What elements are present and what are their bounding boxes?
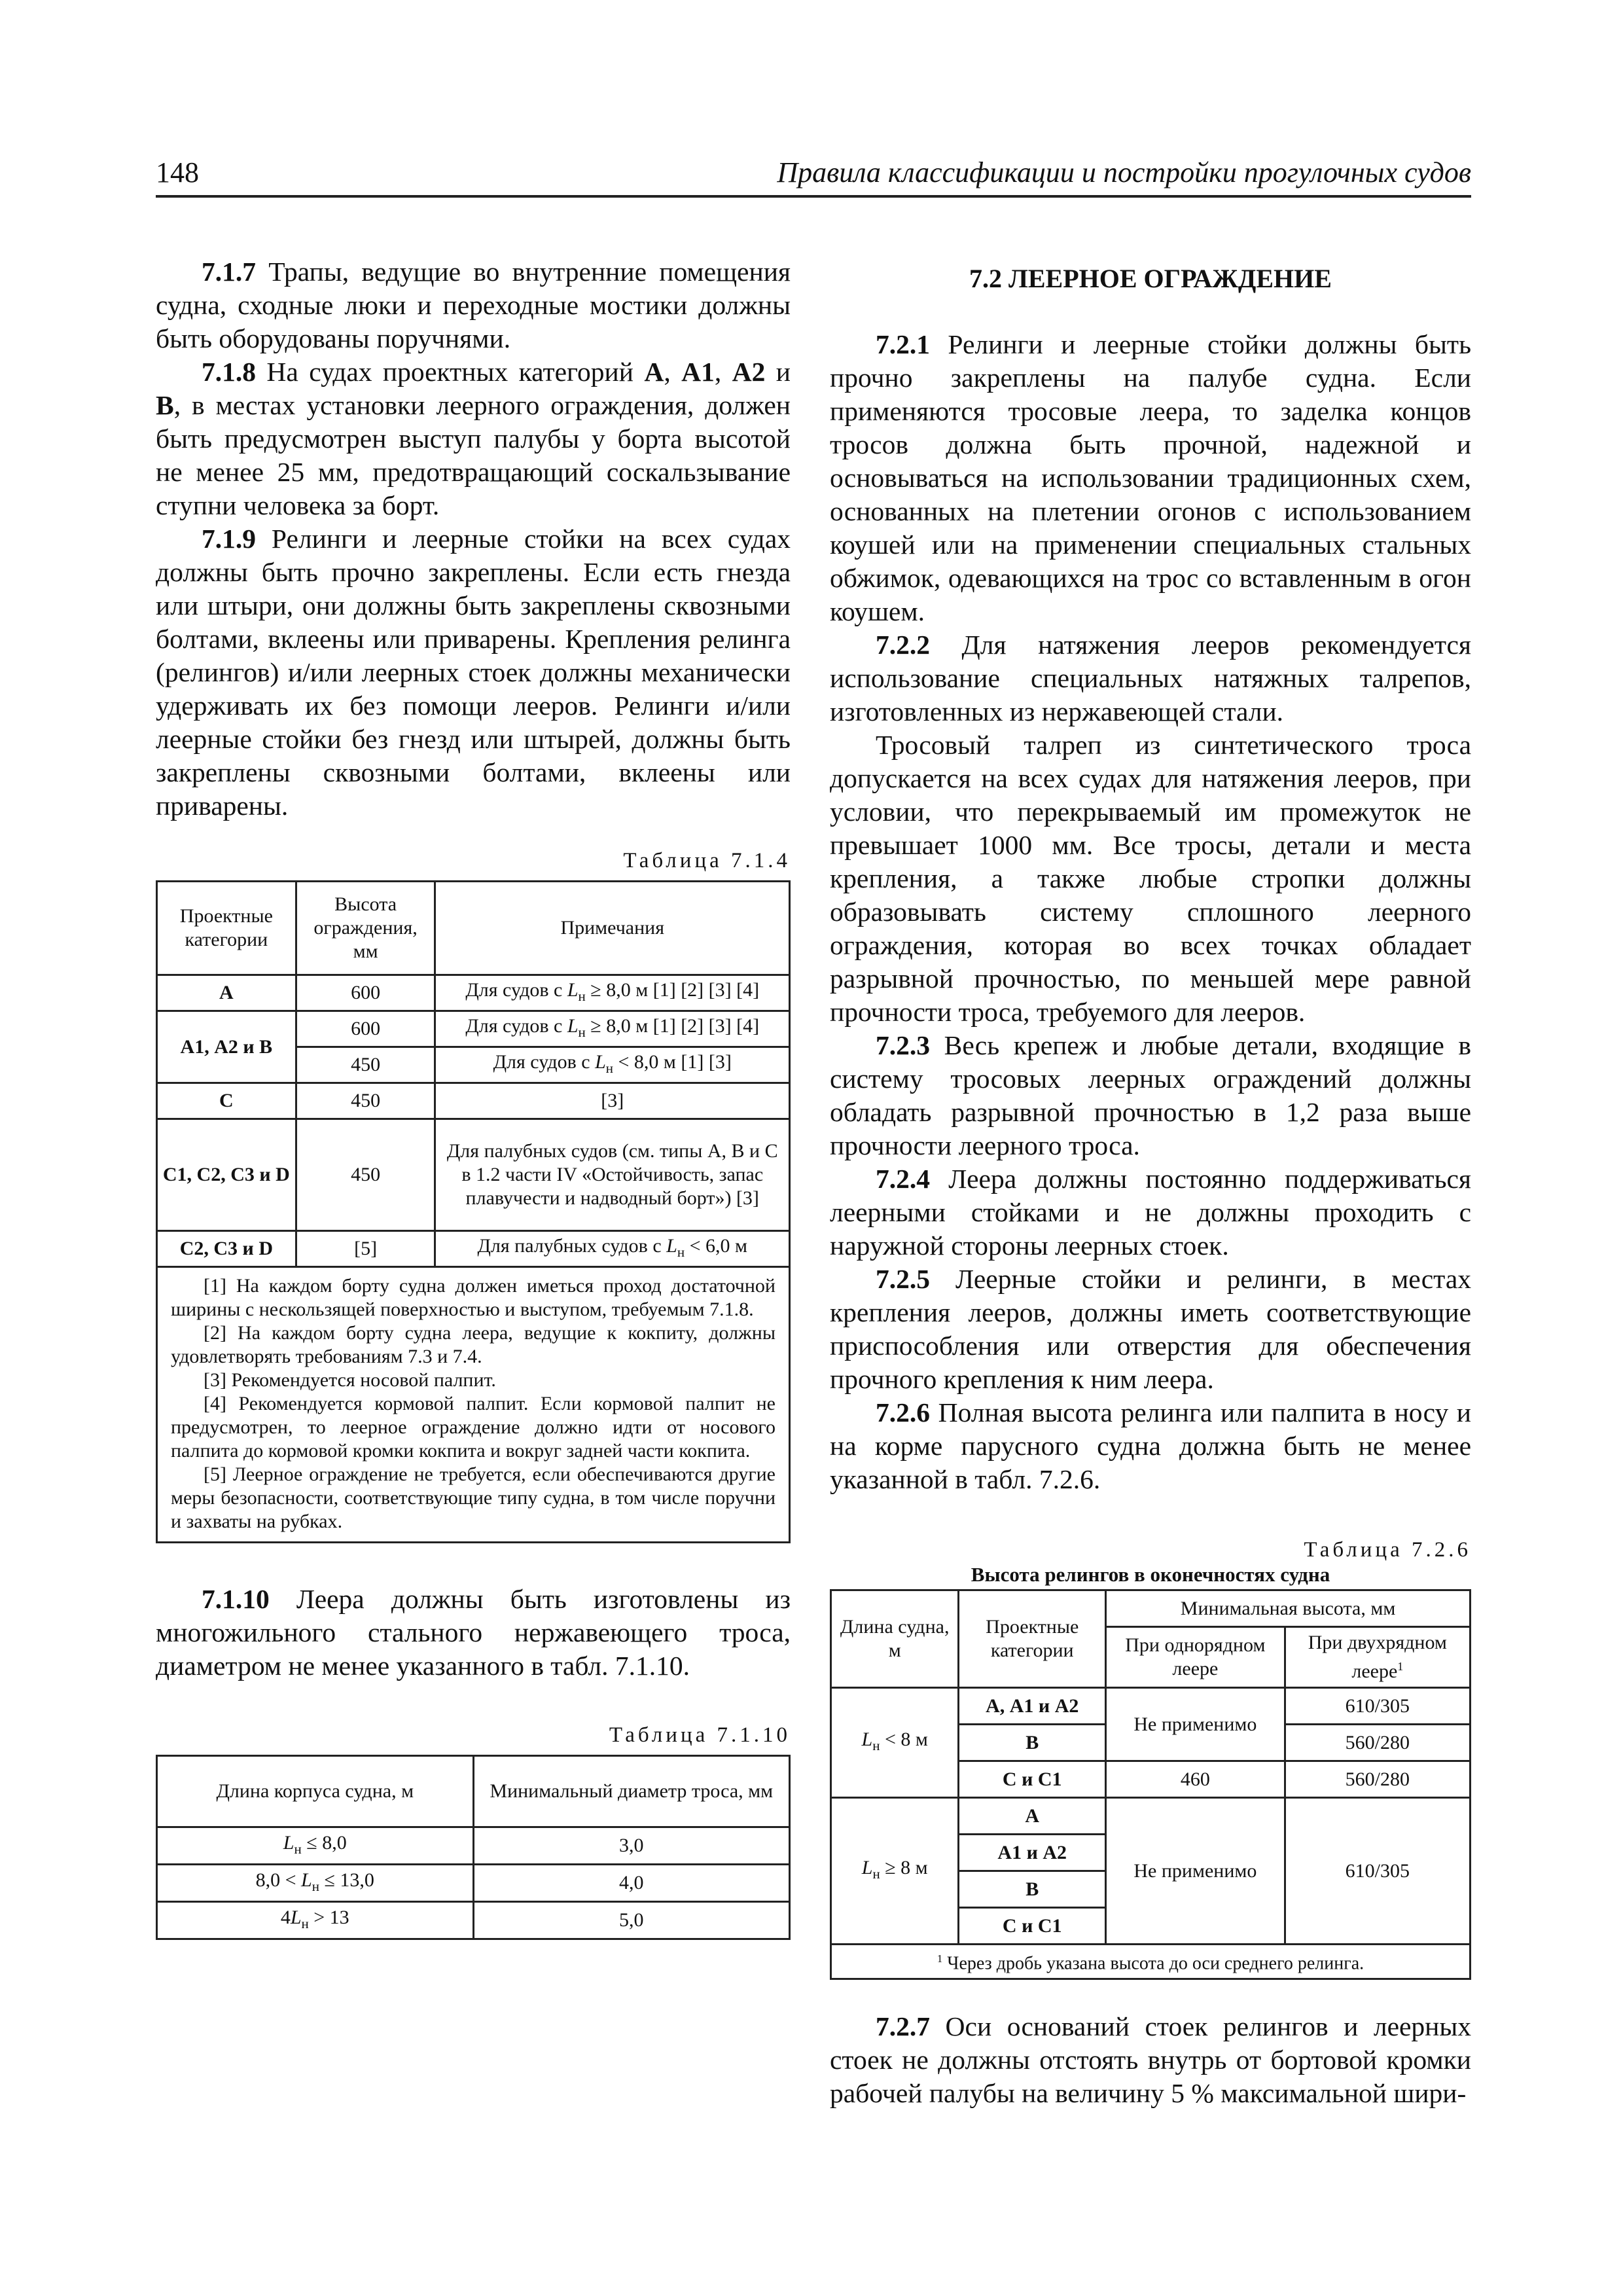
table-cell: Для палубных судов (см. типы А, В и С в 1.2 части IV «Остойчивость, запас плавучести и надводный борт») [3]: [435, 1119, 790, 1231]
table-header: При двухрядном леере$^1$: [1285, 1627, 1470, 1688]
running-title: Правила классификации и постройки прогулочных судов: [777, 156, 1471, 188]
table-cell: 450: [296, 1083, 435, 1119]
table-cell: 560/280: [1285, 1761, 1470, 1798]
table-cell: $L_н \le 8,0$: [157, 1827, 474, 1865]
table-cell: Для судов с $L_н < 8,0$ м [1] [3]: [435, 1047, 790, 1083]
table-cell: $4L_н > 13$: [157, 1902, 474, 1939]
table-header: Длина судна, м: [831, 1590, 959, 1688]
page-header: [156, 156, 1471, 198]
paragraph-7-2-3: 7.2.3 Весь крепеж и любые детали, входящие в систему тросовых леерных ограждений должны обладать разрывной прочностью в 1,2 раза выше прочности леерного троса.: [830, 1030, 1471, 1160]
paragraph-7-2-5: 7.2.5 Леерные стойки и релинги, в местах крепления лееров, должны иметь соответствующие приспособления или отверстия для обеспечения прочного крепления к ним леера.: [830, 1264, 1471, 1394]
table-note: [1] На каждом борту судна должен иметься проход достаточной ширины с нескользящей поверхностью и выступом, требуемым 7.1.8.: [171, 1275, 776, 1320]
table-cell: [3]: [435, 1083, 790, 1119]
paragraph-7-1-9: 7.1.9 Релинги и леерные стойки на всех судах должны быть прочно закреплены. Если есть гнезда или штыри, они должны быть закреплены сквозными болтами, вклеены или приварены. Крепления релинга (релингов) и/или леерных стоек должны механически удерживать их без помощи лееров. Релинги и/или леерные стойки без гнезд или штырей, должны быть закреплены сквозными болтами, вклеены или приварены.: [156, 524, 791, 821]
table-note: [4] Рекомендуется кормовой палпит. Если кормовой палпит не предусмотрен, то леерное ограждение должно идти от носового палпита до кормовой кромки кокпита и вокруг задней части кокпита.: [171, 1393, 776, 1462]
paragraph-7-2-2: 7.2.2 Для натяжения лееров рекомендуется использование специальных натяжных талрепов, изготовленных из нержавеющей стали.: [830, 630, 1471, 726]
table-7-2-6-caption: Таблица 7.2.6: [1304, 1538, 1471, 1562]
table-cell: Не применимо: [1106, 1798, 1285, 1945]
table-cell: С1, С2, С3 и D: [157, 1119, 296, 1231]
table-header: При однорядном леере: [1106, 1627, 1285, 1688]
table-cell: А1 и А2: [959, 1835, 1106, 1871]
table-cell: 560/280: [1285, 1725, 1470, 1761]
table-7-1-10-caption: Таблица 7.1.10: [609, 1723, 791, 1747]
table-notes: [157, 1267, 790, 1543]
table-cell: С2, С3 и D: [157, 1231, 296, 1267]
table-header: Минимальная высота, мм: [1106, 1590, 1471, 1627]
table-note: [5] Леерное ограждение не требуется, если обеспечиваются другие меры безопасности, соответствующие типу судна, в том числе поручни и захваты на рубках.: [171, 1463, 776, 1532]
table-7-2-6-title: Высота релингов в оконечностях судна: [971, 1563, 1330, 1586]
table-cell: Для судов с $L_н \ge 8,0$ м [1] [2] [3] [4]: [435, 1011, 790, 1047]
table-cell: С: [157, 1083, 296, 1119]
table-cell: 5,0: [473, 1902, 790, 1939]
table-note: [2] На каждом борту судна леера, ведущие к кокпиту, должны удовлетворять требованиям 7.3 и 7.4.: [171, 1322, 776, 1367]
table-header: Проектные категории: [959, 1590, 1106, 1688]
table-cell: 610/305: [1285, 1798, 1470, 1945]
section-heading: 7.2 ЛЕЕРНОЕ ОГРАЖДЕНИЕ: [969, 264, 1332, 293]
table-cell: А1, А2 и В: [157, 1011, 296, 1083]
table-cell: $L_н < 8$ м: [831, 1688, 959, 1798]
table-7-1-4-caption: Таблица 7.1.4: [623, 849, 791, 872]
left-column: [156, 255, 791, 1940]
table-7-1-4: [156, 880, 791, 1543]
table-cell: С и С1: [959, 1761, 1106, 1798]
paragraph-7-2-2-continued: Тросовый талреп из синтетического троса допускается на всех судах для натяжения лееров, при условии, что перекрываемый им промежуток не превышает 1000 мм. Все тросы, детали и места крепления, а также любые стропки должны образовывать систему сплошного леерного ограждения, которая во всех точках обладает разрывной прочностью, по меньшей мере равной прочности троса, требуемого для лееров.: [830, 730, 1471, 1027]
table-note: [3] Рекомендуется носовой палпит.: [204, 1369, 496, 1391]
paragraph-7-1-7: 7.1.7 Трапы, ведущие во внутренние помещения судна, сходные люки и переходные мостики должны быть оборудованы поручнями.: [156, 257, 791, 353]
table-cell: В: [959, 1871, 1106, 1908]
table-cell: 4,0: [473, 1865, 790, 1902]
table-cell: 460: [1106, 1761, 1285, 1798]
table-header: Высота ограждения, мм: [296, 882, 435, 975]
paragraph-7-1-8: 7.1.8 На судах проектных категорий А, А1, А2 и В, в местах установки леерного ограждения, должен быть предусмотрен выступ палубы у борта высотой не менее 25 мм, предотвращающий соскальзывание ступни человека за борт.: [156, 357, 791, 520]
table-header: Минимальный диаметр троса, мм: [473, 1756, 790, 1827]
table-cell: А: [959, 1798, 1106, 1835]
table-cell: С и С1: [959, 1908, 1106, 1945]
paragraph-7-2-7: 7.2.7 Оси оснований стоек релингов и леерных стоек не должны отстоять внутрь от бортовой кромки рабочей палубы на величину 5 % максимальной шири-: [830, 2011, 1471, 2108]
table-cell: $8,0 < L_н \le 13,0$: [157, 1865, 474, 1902]
table-cell: 600: [296, 975, 435, 1011]
table-cell: 610/305: [1285, 1688, 1470, 1725]
table-cell: $L_н \ge 8$ м: [831, 1798, 959, 1945]
paragraph-7-2-4: 7.2.4 Леера должны постоянно поддерживаться леерными стойками и не должны проходить с наружной стороны леерных стоек.: [830, 1164, 1471, 1261]
table-footnote: $^1$ Через дробь указана высота до оси среднего релинга.: [831, 1945, 1471, 1979]
paragraph-7-2-1: 7.2.1 Релинги и леерные стойки должны быть прочно закреплены на палубе судна. Если применяются тросовые леера, то заделка концов тросов должна быть прочной, надежной и основываться на использовании традиционных схем, основанных на плетении огонов с использованием коушей или на применении специальных стальных обжимок, одевающихся на трос со вставленным в огон коушем.: [830, 329, 1471, 626]
table-cell: 450: [296, 1047, 435, 1083]
table-7-1-10: [156, 1755, 791, 1940]
paragraph-7-2-6: 7.2.6 Полная высота релинга или палпита в носу и на корме парусного судна должна быть не менее указанной в табл. 7.2.6.: [830, 1397, 1471, 1494]
table-cell: Для палубных судов с $L_н < 6,0$ м: [435, 1231, 790, 1267]
right-column: [830, 255, 1471, 2110]
table-header: Длина корпуса судна, м: [157, 1756, 474, 1827]
table-cell: А: [157, 975, 296, 1011]
table-cell: [5]: [296, 1231, 435, 1267]
table-cell: В: [959, 1725, 1106, 1761]
page-number: 148: [156, 156, 199, 188]
table-cell: Для судов с $L_н \ge 8,0$ м [1] [2] [3] [4]: [435, 975, 790, 1011]
table-cell: А, А1 и А2: [959, 1688, 1106, 1725]
table-cell: 450: [296, 1119, 435, 1231]
table-header: Проектные категории: [157, 882, 296, 975]
table-cell: 600: [296, 1011, 435, 1047]
table-cell: 3,0: [473, 1827, 790, 1865]
table-7-2-6: [830, 1589, 1471, 1980]
table-cell: Не применимо: [1106, 1688, 1285, 1761]
paragraph-7-1-10: 7.1.10 Леера должны быть изготовлены из многожильного стального нержавеющего троса, диаметром не менее указанного в табл. 7.1.10.: [156, 1584, 791, 1681]
table-header: Примечания: [435, 882, 790, 975]
